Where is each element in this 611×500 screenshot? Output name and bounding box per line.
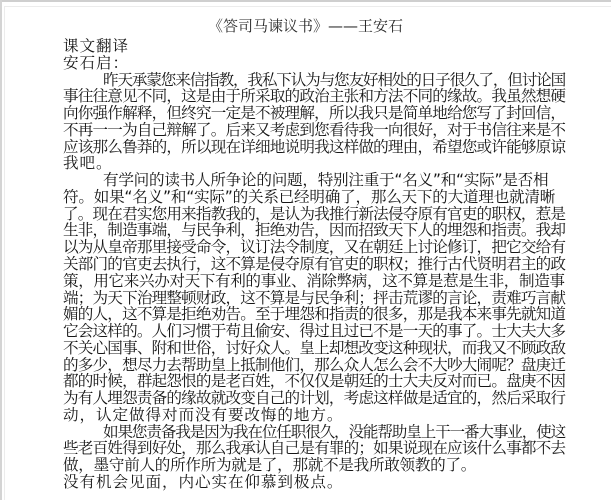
paragraph-line: 媚的人，这不算是拒绝劝告。至于埋怨和指责的很多，那是我本来事先就知道 [63, 305, 566, 324]
paragraph-line: 不再一一为自己辩解了。后来又考虑到您看待我一向很好，对于书信往来是不 [63, 120, 566, 139]
paragraph-line: 不关心国事、附和世俗，讨好众人。皇上却想改变这种现状，而我又不顾政敌 [63, 338, 566, 357]
paragraph-line: 些老百姓得到好处，那么我承认自己是有罪的；如果说现在应该什么事都不去 [63, 439, 566, 458]
section-heading: 课文翻译 [63, 37, 129, 55]
paragraph-line: 关部门的官吏去执行，这不算是侵夺原有官吏的职权；推行古代贤明君主的政 [63, 255, 566, 273]
paragraph-line: 它会这样的。人们习惯于苟且偷安、得过且过已不是一天的事了。士大夫大多 [63, 322, 566, 341]
paragraph-line: 为有人埋怨责备的缘故就改变自己的计划，考虑这样做是适宜的，然后采取行 [63, 389, 566, 408]
document-title: 《答司马谏议书》——王安石 [207, 17, 403, 35]
paragraph-line: 如果您责备我是因为我在位任职很久，没能帮助皇上干一番大事业，使这 [103, 422, 566, 441]
paragraph-line: 我吧。 [63, 154, 113, 173]
paragraph-line: 应该那么鲁莽的，所以现在详细地说明我这样做的理由，希望您或许能够原谅 [63, 137, 566, 156]
paragraph-line: 生非，制造事端，与民争利，拒绝劝告，因而招致天下人的埋怨和指责。我却 [63, 221, 566, 240]
paragraph-line: 有学问的读书人所争论的问题，特别注重于“名义”和“实际”是否相 [103, 171, 549, 190]
paragraph-line: 昨天承蒙您来信指教，我私下认为与您友好相处的日子很久了，但讨论国 [103, 70, 566, 89]
paragraph-line: 的多少，想尽力去帮助皇上抵制他们，那么众人怎么会不大吵大闹呢？盘庚迁 [63, 355, 566, 374]
paragraph-line: 了。现在君实您用来指教我的，是认为我推行新法侵夺原有官吏的职权，惹是 [63, 204, 566, 223]
paragraph-line: 符。如果“名义”和“实际”的关系已经明确了，那么天下的大道理也就清晰 [63, 187, 556, 206]
closing-line: 没有机会见面，内心实在仰慕到极点。 [63, 473, 344, 491]
paragraph-line: 向你强作解释，但终究一定是不被理解，所以我只是简单地给您写了封回信， [63, 104, 566, 123]
paragraph-line: 以为从皇帝那里接受命令，议订法令制度，又在朝廷上讨论修订，把它交给有 [63, 238, 566, 257]
paragraph-line: 策，用它来兴办对天下有利的事业、消除弊病，这不算是惹是生非，制造事 [63, 271, 565, 290]
paragraph-line: 都的时候，群起怨恨的是老百姓，不仅仅是朝廷的士大夫反对而已。盘庚不因 [63, 372, 566, 391]
paragraph-line: 事往往意见不同，这是由于所采取的政治主张和方法不同的缘故。我虽然想硬 [63, 87, 566, 106]
salutation: 安石启： [63, 53, 129, 72]
paragraph-line: 动，认定做得对而没有要改悔的地方。 [63, 405, 344, 424]
paragraph-line: 做，墨守前人的所作所为就是了，那就不是我所敢领教的了。 [63, 456, 477, 475]
paragraph-line: 端；为天下治理整顿财政，这不算是与民争利；抨击荒谬的言论，责难巧言献 [63, 288, 566, 307]
